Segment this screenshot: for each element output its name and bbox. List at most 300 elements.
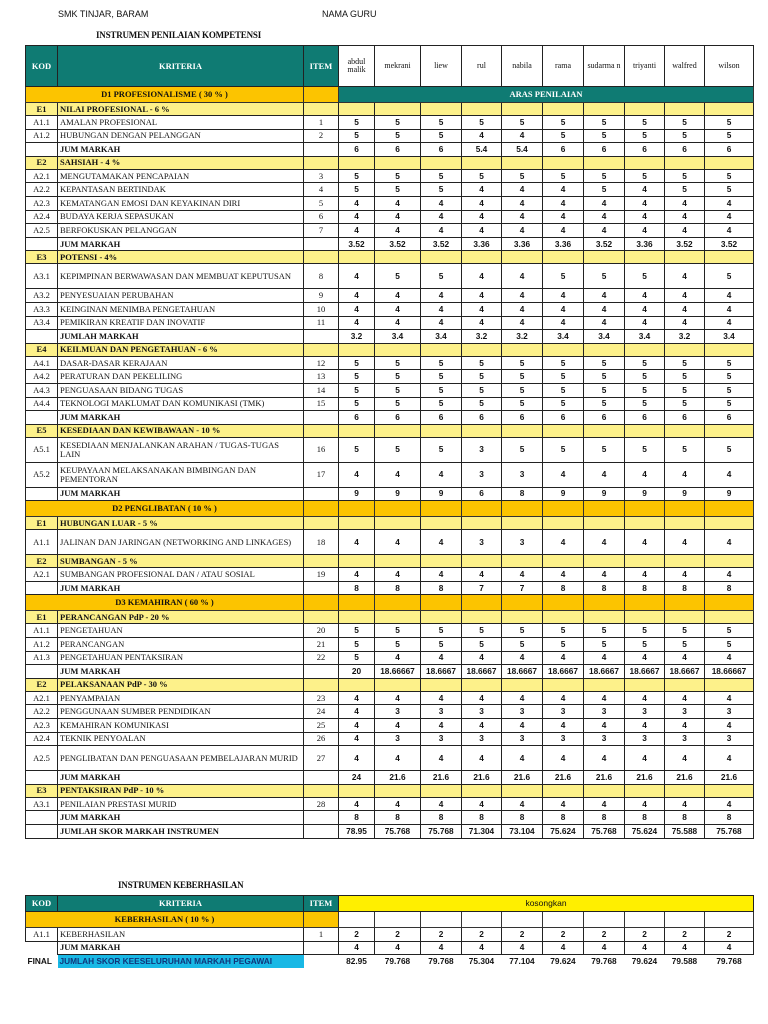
total-value: 8 — [339, 811, 375, 825]
total-value: 6 — [665, 143, 705, 157]
criteria-kod: A3.3 — [26, 302, 58, 316]
group-cell — [421, 784, 462, 797]
header-kriteria: KRITERIA — [58, 46, 304, 87]
score-cell: 4 — [339, 302, 375, 316]
score-cell: 5 — [502, 356, 543, 370]
header-item: ITEM — [304, 46, 339, 87]
group-label: PELAKSANAAN PdP - 30 % — [58, 678, 304, 691]
score-cell: 2 — [665, 928, 705, 942]
total-value: 3.4 — [705, 330, 754, 344]
score-cell: 5 — [339, 624, 375, 638]
section-cell — [339, 595, 375, 611]
criteria-row — [26, 691, 754, 705]
group-cell — [584, 424, 625, 437]
total-row — [26, 581, 754, 595]
total-value: 71.304 — [462, 825, 502, 839]
total-label: JUM MARKAH — [58, 941, 304, 955]
score-cell: 5 — [625, 169, 665, 183]
score-cell: 4 — [375, 568, 421, 582]
criteria-row — [26, 397, 754, 411]
group-cell — [502, 678, 543, 691]
score-cell: 4 — [543, 289, 584, 303]
total-value: 21.6 — [705, 771, 754, 785]
group-kod: E2 — [26, 156, 58, 169]
group-cell — [421, 251, 462, 264]
criteria-row — [26, 719, 754, 733]
criteria-item-number: 20 — [304, 624, 339, 638]
criteria-row — [26, 370, 754, 384]
score-cell: 5 — [462, 624, 502, 638]
total-label: JUMLAH SKOR MARKAH INSTRUMEN — [58, 825, 304, 839]
score-cell: 4 — [339, 462, 375, 487]
criteria-label: PERATURAN DAN PEKELILING — [58, 370, 304, 384]
total-row — [26, 330, 754, 344]
score-cell: 5 — [625, 356, 665, 370]
score-cell: 4 — [584, 651, 625, 665]
score-cell: 4 — [625, 224, 665, 238]
group-cell — [502, 424, 543, 437]
total-value: 3.52 — [339, 237, 375, 251]
score-cell: 4 — [543, 462, 584, 487]
total-value: 8 — [543, 811, 584, 825]
score-cell: 5 — [375, 370, 421, 384]
empty-cell — [584, 912, 625, 928]
score-cell: 4 — [462, 302, 502, 316]
total-item-cell — [304, 143, 339, 157]
criteria-kod: A3.4 — [26, 316, 58, 330]
group-cell — [375, 156, 421, 169]
score-cell: 4 — [462, 797, 502, 811]
section-label: KEBERHASILAN ( 10 % ) — [26, 912, 304, 928]
score-cell: 4 — [339, 196, 375, 210]
criteria-item-number: 10 — [304, 302, 339, 316]
score-cell: 5 — [421, 169, 462, 183]
criteria-item-number: 25 — [304, 719, 339, 733]
score-cell: 5 — [339, 129, 375, 143]
empty-cell — [665, 912, 705, 928]
final-score: 79.768 — [716, 956, 742, 967]
total-label: JUM MARKAH — [58, 811, 304, 825]
total-value: 8 — [375, 811, 421, 825]
score-cell: 5 — [625, 397, 665, 411]
criteria-row — [26, 624, 754, 638]
section-cell — [421, 501, 462, 517]
score-cell: 5 — [705, 129, 754, 143]
score-cell: 4 — [705, 691, 754, 705]
criteria-kod: A1.2 — [26, 129, 58, 143]
total-kod-cell — [26, 487, 58, 501]
score-cell: 3 — [421, 732, 462, 746]
score-cell: 4 — [543, 568, 584, 582]
total-value: 75.624 — [625, 825, 665, 839]
score-cell: 5 — [625, 624, 665, 638]
total-value: 6 — [584, 411, 625, 425]
score-cell: 4 — [705, 568, 754, 582]
section-cell — [502, 595, 543, 611]
criteria-item-number: 7 — [304, 224, 339, 238]
group-cell — [625, 103, 665, 116]
section-cell — [339, 501, 375, 517]
score-cell: 5 — [339, 638, 375, 652]
group-label: KEILMUAN DAN PENGETAHUAN - 6 % — [58, 343, 304, 356]
score-cell: 4 — [462, 316, 502, 330]
group-kod: E1 — [26, 517, 58, 530]
criteria-item-number: 22 — [304, 651, 339, 665]
group-kod: E4 — [26, 343, 58, 356]
criteria-row — [26, 224, 754, 238]
score-cell: 3 — [462, 530, 502, 555]
score-cell: 4 — [584, 568, 625, 582]
score-cell: 4 — [339, 568, 375, 582]
total-value: 3.36 — [462, 237, 502, 251]
criteria-item-number: 27 — [304, 746, 339, 771]
total-value: 8 — [462, 811, 502, 825]
score-cell: 5 — [705, 116, 754, 130]
score-cell: 5 — [502, 437, 543, 462]
group-cell — [462, 555, 502, 568]
criteria-row — [26, 732, 754, 746]
section-label: D3 KEMAHIRAN ( 60 % ) — [26, 595, 304, 611]
criteria-label: PENGLIBATAN DAN PENGUASAAN PEMBELAJARAN MURID — [58, 746, 304, 771]
score-cell: 4 — [625, 797, 665, 811]
score-cell: 5 — [502, 624, 543, 638]
total-value: 21.6 — [543, 771, 584, 785]
group-cell — [421, 424, 462, 437]
section-cell — [462, 501, 502, 517]
total-value: 8 — [339, 581, 375, 595]
score-cell: 4 — [462, 210, 502, 224]
criteria-row — [26, 356, 754, 370]
score-cell: 5 — [375, 383, 421, 397]
group-cell — [375, 424, 421, 437]
total-value: 75.624 — [543, 825, 584, 839]
total-value: 18.6667 — [584, 665, 625, 679]
total-value: 8 — [421, 581, 462, 595]
section-cell — [375, 595, 421, 611]
criteria-kod: A5.2 — [26, 462, 58, 487]
score-cell: 4 — [339, 289, 375, 303]
group-cell — [304, 555, 339, 568]
total-kod-cell — [26, 825, 58, 839]
score-cell: 5 — [705, 264, 754, 289]
score-cell: 4 — [462, 651, 502, 665]
criteria-label: PENYAMPAIAN — [58, 691, 304, 705]
score-cell: 4 — [375, 302, 421, 316]
criteria-label: KEINGINAN MENIMBA PENGETAHUAN — [58, 302, 304, 316]
group-cell — [502, 103, 543, 116]
group-label: SUMBANGAN - 5 % — [58, 555, 304, 568]
criteria-row — [26, 746, 754, 771]
criteria-label: KESEDIAAN MENJALANKAN ARAHAN / TUGAS-TUGAS LAIN — [58, 437, 304, 462]
score-cell: 5 — [584, 638, 625, 652]
total-value: 9 — [665, 487, 705, 501]
header-teacher-name: sudarma n — [584, 46, 625, 87]
score-cell: 4 — [339, 797, 375, 811]
score-cell: 4 — [625, 289, 665, 303]
criteria-item-number: 26 — [304, 732, 339, 746]
score-cell: 4 — [543, 316, 584, 330]
final-score: 77.104 — [509, 956, 535, 967]
group-cell — [705, 784, 754, 797]
score-cell: 4 — [665, 224, 705, 238]
score-cell: 5 — [665, 383, 705, 397]
total-kod-cell — [26, 330, 58, 344]
score-cell: 5 — [665, 116, 705, 130]
score-cell: 5 — [584, 383, 625, 397]
score-cell: 4 — [665, 302, 705, 316]
keberhasilan-header — [26, 896, 754, 912]
final-score: 79.768 — [384, 956, 411, 967]
score-cell: 5 — [543, 116, 584, 130]
keberhasilan-table — [25, 895, 754, 968]
score-cell: 3 — [502, 732, 543, 746]
score-cell: 4 — [502, 651, 543, 665]
group-cell — [584, 784, 625, 797]
group-cell — [665, 103, 705, 116]
group-label: PENTAKSIRAN PdP - 10 % — [58, 784, 304, 797]
total-value: 3.2 — [502, 330, 543, 344]
group-cell — [705, 251, 754, 264]
empty-cell — [339, 912, 375, 928]
group-cell — [665, 156, 705, 169]
total-kod-cell — [26, 665, 58, 679]
score-cell: 5 — [665, 370, 705, 384]
group-cell — [421, 611, 462, 624]
score-cell: 5 — [462, 169, 502, 183]
group-cell — [462, 678, 502, 691]
total-value: 6 — [543, 411, 584, 425]
group-cell — [625, 343, 665, 356]
criteria-row — [26, 705, 754, 719]
total-label: JUM MARKAH — [58, 771, 304, 785]
total-item-cell — [304, 771, 339, 785]
score-cell: 4 — [665, 797, 705, 811]
group-label: PERANCANGAN PdP - 20 % — [58, 611, 304, 624]
criteria-label: PENILAIAN PRESTASI MURID — [58, 797, 304, 811]
score-cell: 4 — [375, 746, 421, 771]
section-cell — [543, 595, 584, 611]
total-label: JUM MARKAH — [58, 143, 304, 157]
score-cell: 5 — [462, 638, 502, 652]
score-cell: 3 — [584, 705, 625, 719]
total-value: 21.6 — [502, 771, 543, 785]
score-cell: 5 — [339, 116, 375, 130]
total-value: 21.6 — [421, 771, 462, 785]
section-cell — [375, 501, 421, 517]
criteria-label: DASAR-DASAR KERAJAAN — [58, 356, 304, 370]
section-label: D2 PENGLIBATAN ( 10 % ) — [26, 501, 304, 517]
group-cell — [625, 251, 665, 264]
score-cell: 5 — [665, 437, 705, 462]
group-cell — [543, 517, 584, 530]
score-cell: 4 — [375, 691, 421, 705]
criteria-kod: A4.4 — [26, 397, 58, 411]
total-item-cell — [304, 581, 339, 595]
score-cell: 4 — [462, 224, 502, 238]
criteria-item-number: 8 — [304, 264, 339, 289]
score-cell: 4 — [584, 224, 625, 238]
score-cell: 5 — [625, 383, 665, 397]
score-cell: 3 — [543, 705, 584, 719]
score-cell: 4 — [665, 568, 705, 582]
final-row — [26, 955, 754, 969]
group-kod: E3 — [26, 784, 58, 797]
total-row — [26, 771, 754, 785]
group-row — [26, 611, 754, 624]
group-cell — [665, 251, 705, 264]
total-value: 3.52 — [421, 237, 462, 251]
score-cell: 4 — [339, 530, 375, 555]
group-cell — [543, 784, 584, 797]
total-row — [26, 825, 754, 839]
score-cell: 4 — [705, 210, 754, 224]
criteria-label: SUMBANGAN PROFESIONAL DAN / ATAU SOSIAL — [58, 568, 304, 582]
score-cell: 3 — [625, 732, 665, 746]
group-cell — [502, 343, 543, 356]
total-item-cell — [304, 825, 339, 839]
score-cell: 5 — [543, 437, 584, 462]
score-cell: 4 — [339, 719, 375, 733]
score-cell: 5 — [502, 116, 543, 130]
score-cell: 4 — [665, 264, 705, 289]
score-cell: 4 — [421, 224, 462, 238]
criteria-kod: A4.3 — [26, 383, 58, 397]
score-cell: 5 — [705, 437, 754, 462]
total-item-cell — [304, 330, 339, 344]
score-cell: 4 — [502, 568, 543, 582]
score-cell: 3 — [665, 705, 705, 719]
score-cell: 5 — [421, 183, 462, 197]
score-cell: 3 — [665, 732, 705, 746]
score-cell: 4 — [665, 691, 705, 705]
section-cell — [502, 501, 543, 517]
score-cell: 3 — [462, 732, 502, 746]
score-cell: 4 — [665, 746, 705, 771]
group-cell — [304, 424, 339, 437]
score-cell: 2 — [543, 928, 584, 942]
criteria-label: KEBERHASILAN — [58, 928, 304, 942]
score-cell: 5 — [625, 370, 665, 384]
score-cell: 3 — [543, 732, 584, 746]
section-row — [26, 87, 754, 103]
criteria-item-number: 28 — [304, 797, 339, 811]
group-cell — [462, 103, 502, 116]
score-cell: 3 — [502, 705, 543, 719]
score-cell: 5 — [543, 356, 584, 370]
score-cell: 5 — [375, 116, 421, 130]
total-value: 9 — [375, 487, 421, 501]
score-cell: 5 — [625, 264, 665, 289]
score-cell: 4 — [584, 530, 625, 555]
total-value: 8 — [625, 811, 665, 825]
total-value: 75.768 — [584, 825, 625, 839]
group-cell — [421, 678, 462, 691]
criteria-item-number: 9 — [304, 289, 339, 303]
criteria-row — [26, 129, 754, 143]
score-cell: 4 — [462, 568, 502, 582]
header-item: ITEM — [304, 896, 339, 912]
competency-table — [25, 45, 754, 839]
score-cell: 4 — [543, 719, 584, 733]
score-cell: 5 — [339, 383, 375, 397]
score-cell: 4 — [462, 746, 502, 771]
score-cell: 5 — [375, 624, 421, 638]
total-value: 21.6 — [375, 771, 421, 785]
score-cell: 3 — [462, 705, 502, 719]
total-row — [26, 237, 754, 251]
score-cell: 5 — [421, 116, 462, 130]
group-cell — [304, 611, 339, 624]
total-value: 8 — [665, 811, 705, 825]
score-cell: 5 — [584, 356, 625, 370]
score-cell: 5 — [705, 370, 754, 384]
total-value: 4 — [665, 941, 705, 955]
score-cell: 5 — [502, 169, 543, 183]
total-value: 3.52 — [705, 237, 754, 251]
score-cell: 4 — [625, 719, 665, 733]
section-cell — [705, 501, 754, 517]
criteria-row — [26, 462, 754, 487]
score-cell: 4 — [462, 719, 502, 733]
score-cell: 5 — [421, 264, 462, 289]
group-cell — [339, 251, 375, 264]
criteria-label: PERANCANGAN — [58, 638, 304, 652]
criteria-row — [26, 638, 754, 652]
total-value: 3.2 — [339, 330, 375, 344]
criteria-kod: A2.3 — [26, 196, 58, 210]
total-value: 6 — [339, 143, 375, 157]
section-item-cell — [304, 595, 339, 611]
group-row — [26, 343, 754, 356]
total-value: 75.768 — [421, 825, 462, 839]
total-value: 3.4 — [584, 330, 625, 344]
criteria-kod: A2.2 — [26, 183, 58, 197]
criteria-label: PENGETAHUAN PENTAKSIRAN — [58, 651, 304, 665]
score-cell: 5 — [705, 638, 754, 652]
total-value: 8 — [625, 581, 665, 595]
header-teacher-name: nabila — [502, 46, 543, 87]
group-cell — [543, 678, 584, 691]
criteria-row — [26, 568, 754, 582]
criteria-label: KEUPAYAAN MELAKSANAKAN BIMBINGAN DAN PEMENTORAN — [58, 462, 304, 487]
score-cell: 4 — [462, 264, 502, 289]
total-value: 18.66667 — [375, 665, 421, 679]
score-cell: 4 — [625, 568, 665, 582]
score-cell: 5 — [625, 116, 665, 130]
score-cell: 5 — [584, 264, 625, 289]
group-cell — [625, 424, 665, 437]
score-cell: 4 — [705, 746, 754, 771]
score-cell: 3 — [625, 705, 665, 719]
criteria-item-number: 6 — [304, 210, 339, 224]
total-value: 8 — [665, 581, 705, 595]
criteria-kod: A2.1 — [26, 691, 58, 705]
score-cell: 5 — [584, 397, 625, 411]
score-cell: 4 — [462, 183, 502, 197]
total-value: 9 — [339, 487, 375, 501]
total-value: 18.66667 — [705, 665, 754, 679]
score-cell: 4 — [375, 224, 421, 238]
criteria-item-number: 24 — [304, 705, 339, 719]
group-cell — [502, 784, 543, 797]
score-cell: 4 — [339, 264, 375, 289]
score-cell: 3 — [584, 732, 625, 746]
criteria-item-number: 5 — [304, 196, 339, 210]
total-value: 73.104 — [502, 825, 543, 839]
score-cell: 4 — [705, 289, 754, 303]
criteria-row — [26, 116, 754, 130]
score-cell: 2 — [462, 928, 502, 942]
